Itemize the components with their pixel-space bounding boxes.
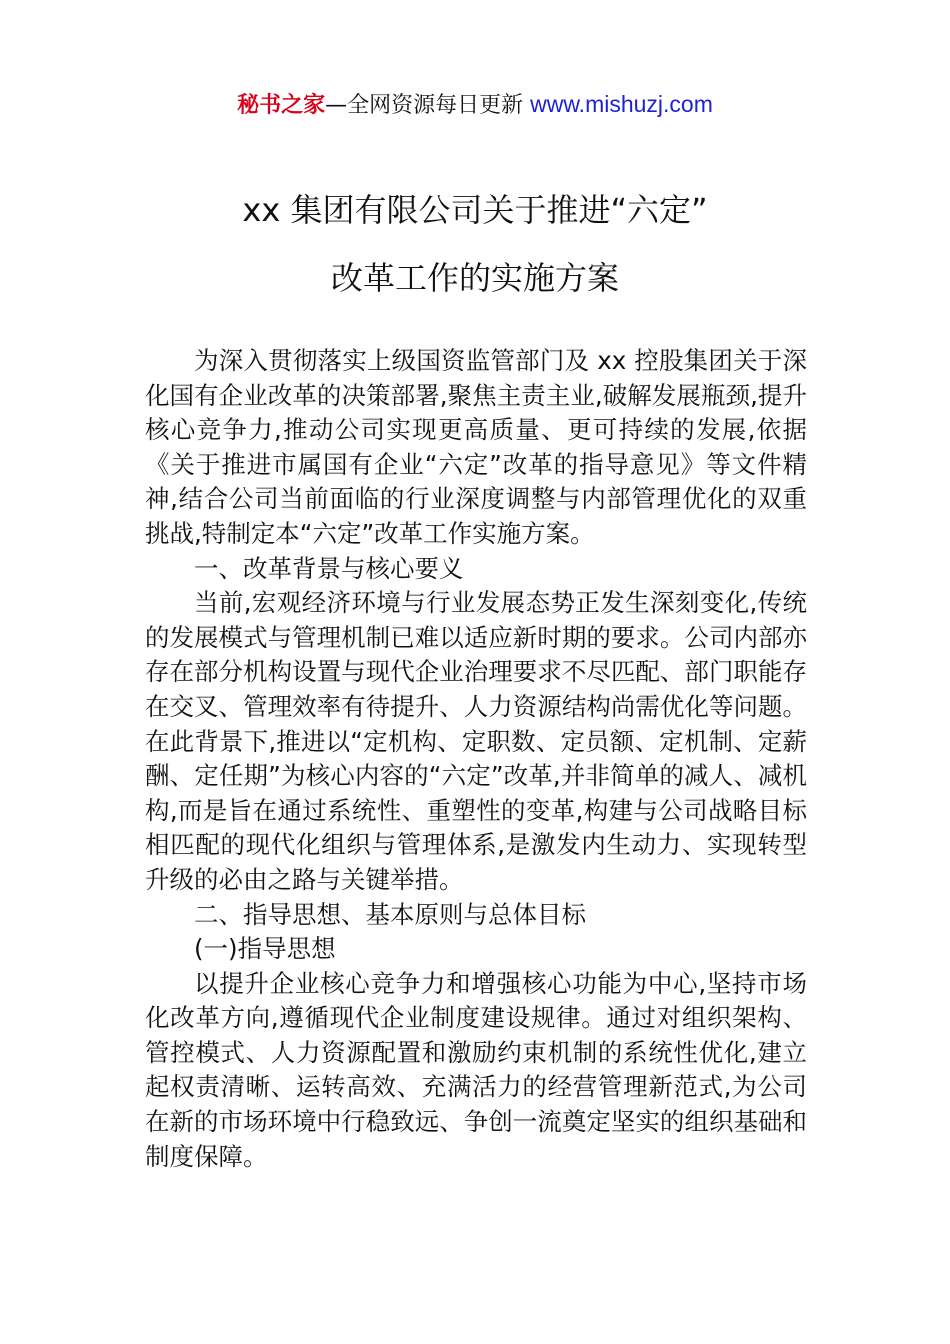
brand-name: 秘书之家 [237,93,326,118]
document-body [145,344,807,1174]
section-heading-1: 一、改革背景与核心要义 [194,553,464,583]
header-tagline: —全网资源每日更新 [325,93,531,118]
document-title-line-2: 改革工作的实施方案 [330,259,619,297]
body-paragraph: 当前,宏观经济环境与行业发展态势正发生深刻变化,传统的发展模式与管理机制已难以适应新时期的要求。公司内部亦存在部分机构设置与现代企业治理要求不尽匹配、部门职能存在交叉、管理效率有待提升、人力资源结构尚需优化等问题。在此背景下,推进以“定机构、定职数、定员额、定机制、定薪酬、定任期”为核心内容的“六定”改革,并非简单的减人、减机构,而是旨在通过系统性、重塑性的变革,构建与公司战略目标相匹配的现代化组织与管理体系,是激发内生动力、实现转型升级的必由之路与关键举措。 [145,588,807,894]
intro-paragraph: 为深入贯彻落实上级国资监管部门及 xx 控股集团关于深化国有企业改革的决策部署,聚焦主责主业,破解发展瓶颈,提升核心竞争力,推动公司实现更高质量、更可持续的发展,依据《关于推进市属国有企业“六定”改革的指导意见》等文件精神,结合公司当前面临的行业深度调整与内部管理优化的双重挑战,特制定本“六定”改革工作实施方案。 [145,346,807,548]
site-header [0,88,950,122]
subsection-heading: (一)指导思想 [194,934,336,964]
site-url-link[interactable]: www.mishuzj.com [530,91,713,117]
body-paragraph: 以提升企业核心竞争力和增强核心功能为中心,坚持市场化改革方向,遵循现代企业制度建设规律。通过对组织架构、管控模式、人力资源配置和激励约束机制的系统性优化,建立起权责清晰、运转高效、充满活力的经营管理新范式,为公司在新的市场环境中行稳致远、争创一流奠定坚实的组织基础和制度保障。 [145,968,807,1171]
section-heading-2: 二、指导思想、基本原则与总体目标 [194,899,586,929]
document-title-line-1: xx 集团有限公司关于推进“六定” [242,191,708,229]
